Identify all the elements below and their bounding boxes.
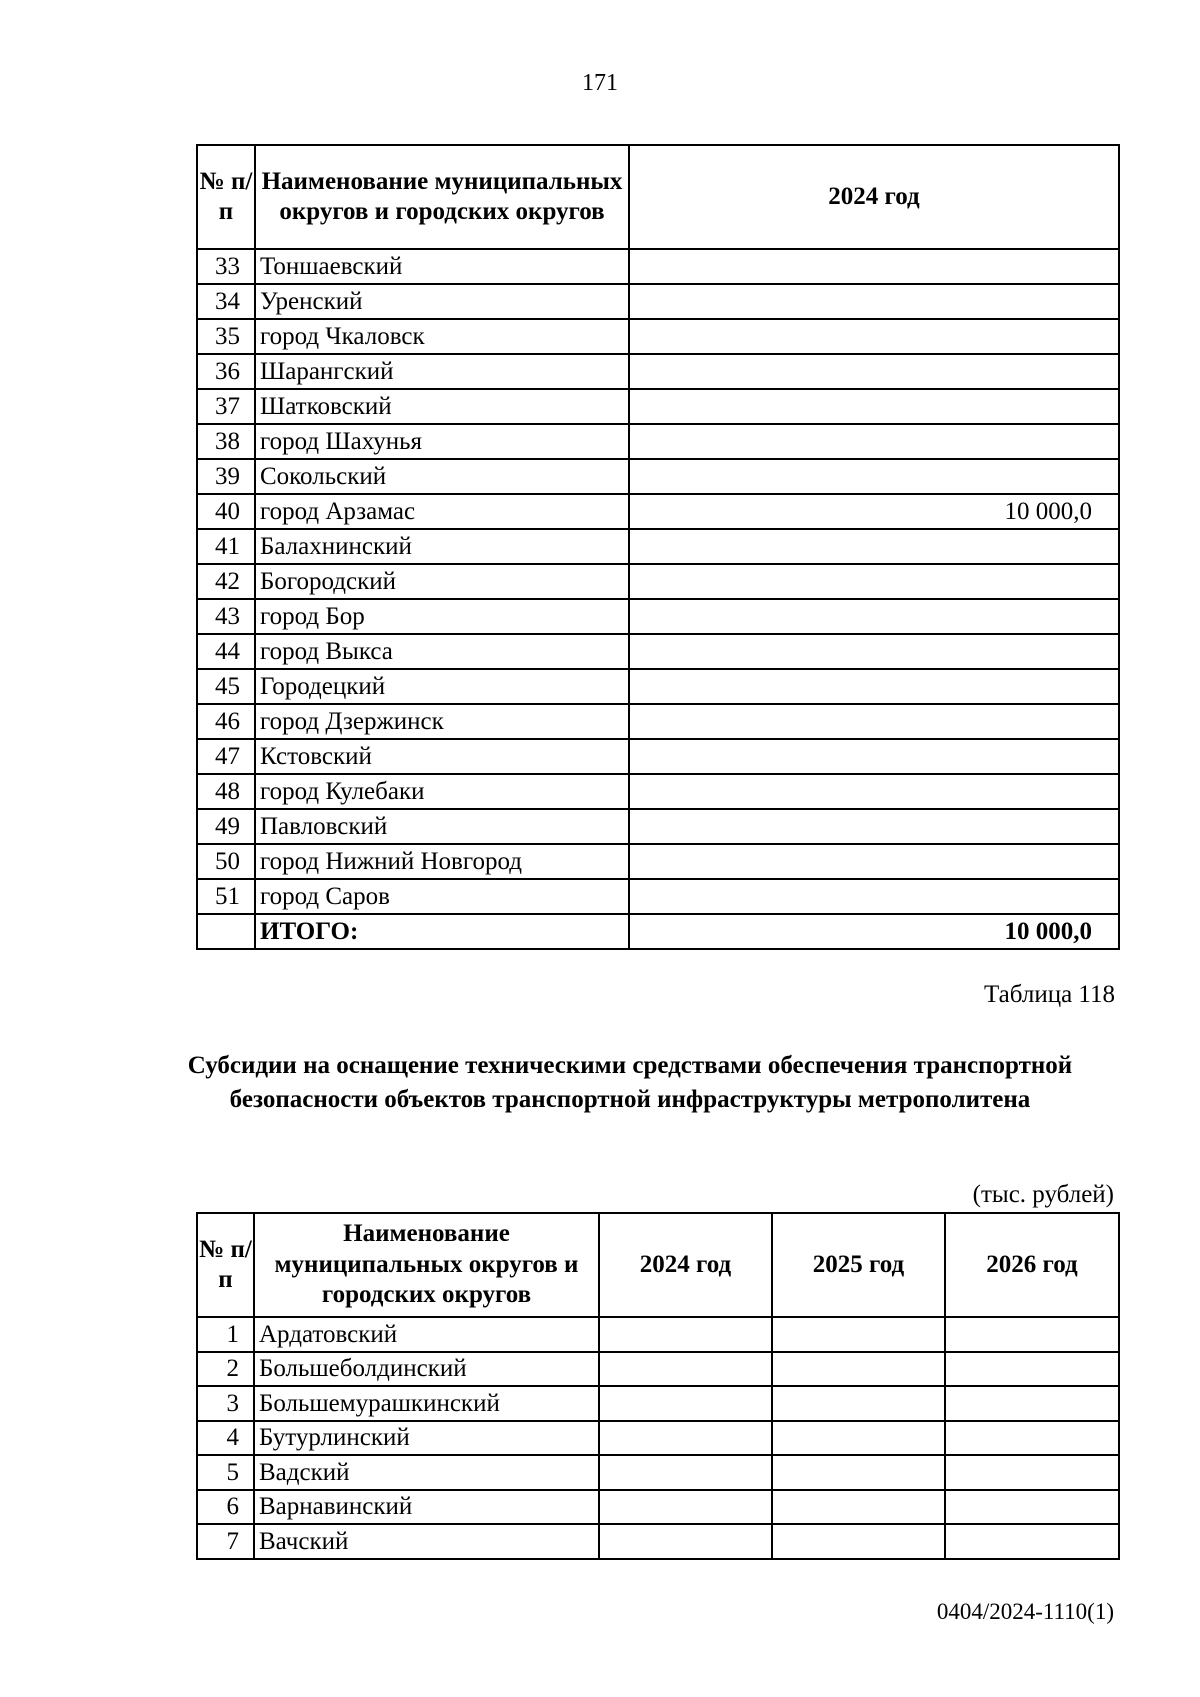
row-number: 45: [197, 669, 255, 704]
value-2024: [629, 319, 1119, 354]
value-2024: [599, 1386, 772, 1421]
municipality-name: город Бор: [255, 599, 629, 634]
table-title: Субсидии на оснащение техническими средствами обеспечения транспортной безопасности объектов транспортной инфраструктуры метрополитена: [187, 1052, 1073, 1113]
value-2026: [945, 1317, 1119, 1352]
header-year-2026: 2026 год: [945, 1213, 1119, 1317]
row-number: 50: [197, 844, 255, 879]
table-row: [197, 739, 1119, 774]
municipality-name: Ардатовский: [254, 1317, 599, 1352]
page-number: 171: [582, 70, 618, 96]
value-2024: [599, 1421, 772, 1456]
table-row: [197, 319, 1119, 354]
value-2024: [629, 389, 1119, 424]
row-number: 42: [197, 564, 255, 599]
table-row: [197, 669, 1119, 704]
municipality-name: город Нижний Новгород: [255, 844, 629, 879]
units-label: (тыс. рублей): [972, 1181, 1114, 1208]
municipality-name: Вачский: [254, 1524, 599, 1559]
municipality-name: Большемурашкинский: [254, 1386, 599, 1421]
value-2024: [629, 284, 1119, 319]
row-number: 7: [197, 1524, 254, 1559]
row-number: 37: [197, 389, 255, 424]
row-number: 44: [197, 634, 255, 669]
row-number: 4: [197, 1421, 254, 1456]
table-row: [197, 564, 1119, 599]
row-number: 6: [197, 1490, 254, 1525]
value-2024: [599, 1490, 772, 1525]
municipality-name: Бутурлинский: [254, 1421, 599, 1456]
table-row: [197, 634, 1119, 669]
municipality-name: город Арзамас: [255, 494, 629, 529]
municipality-name: город Чкаловск: [255, 319, 629, 354]
value-2024: [629, 634, 1119, 669]
total-value-2024: 10 000,0: [629, 914, 1119, 949]
table-row: [197, 459, 1119, 494]
row-number: 43: [197, 599, 255, 634]
table-row: [197, 1524, 1119, 1559]
value-2024: [599, 1352, 772, 1387]
total-number-cell: [197, 914, 255, 949]
municipality-name: город Шахунья: [255, 424, 629, 459]
row-number: 1: [197, 1317, 254, 1352]
table-row: [197, 529, 1119, 564]
municipality-name: Балахнинский: [255, 529, 629, 564]
row-number: 41: [197, 529, 255, 564]
municipality-name: Шарангский: [255, 354, 629, 389]
header-year-2024: 2024 год: [629, 145, 1119, 249]
municipality-name: Варнавинский: [254, 1490, 599, 1525]
table-row: [197, 1490, 1119, 1525]
value-2024: [629, 809, 1119, 844]
municipality-name: город Саров: [255, 879, 629, 914]
total-label: ИТОГО:: [255, 914, 629, 949]
municipality-name: Сокольский: [255, 459, 629, 494]
value-2024: [629, 529, 1119, 564]
row-number: 34: [197, 284, 255, 319]
value-2025: [772, 1421, 945, 1456]
value-2024: [629, 424, 1119, 459]
row-number: 2: [197, 1352, 254, 1387]
municipality-name: Вадский: [254, 1455, 599, 1490]
table-row: [197, 1352, 1119, 1387]
table-row: [197, 1421, 1119, 1456]
table-row: [197, 494, 1119, 529]
value-2024: [629, 599, 1119, 634]
value-2026: [945, 1386, 1119, 1421]
municipality-name: Уренский: [255, 284, 629, 319]
value-2026: [945, 1524, 1119, 1559]
municipality-name: Кстовский: [255, 739, 629, 774]
row-number: 39: [197, 459, 255, 494]
value-2024: [629, 704, 1119, 739]
value-2026: [945, 1421, 1119, 1456]
row-number: 47: [197, 739, 255, 774]
document-code: 0404/2024-1110(1): [936, 1599, 1114, 1624]
value-2024: [629, 669, 1119, 704]
value-2024: [629, 354, 1119, 389]
table-row: [197, 354, 1119, 389]
row-number: 33: [197, 249, 255, 284]
table-row: [197, 284, 1119, 319]
value-2025: [772, 1352, 945, 1387]
table-label: Таблица 118: [984, 981, 1115, 1008]
value-2024: [629, 844, 1119, 879]
table-row: [197, 809, 1119, 844]
row-number: 48: [197, 774, 255, 809]
municipality-name: Тоншаевский: [255, 249, 629, 284]
header-municipality-name: Наименование муниципальных округов и городских округов: [255, 145, 629, 249]
row-number: 3: [197, 1386, 254, 1421]
table-row: [197, 1317, 1119, 1352]
value-2024: [629, 739, 1119, 774]
value-2024: 10 000,0: [629, 494, 1119, 529]
header-number: № п/п: [197, 145, 255, 249]
municipality-name: Павловский: [255, 809, 629, 844]
value-2026: [945, 1490, 1119, 1525]
row-number: 35: [197, 319, 255, 354]
value-2026: [945, 1455, 1119, 1490]
value-2024: [629, 249, 1119, 284]
header-year-2025: 2025 год: [772, 1213, 945, 1317]
value-2025: [772, 1386, 945, 1421]
row-number: 5: [197, 1455, 254, 1490]
table-row: [197, 249, 1119, 284]
row-number: 38: [197, 424, 255, 459]
municipality-name: Богородский: [255, 564, 629, 599]
value-2024: [629, 564, 1119, 599]
table-row: [197, 389, 1119, 424]
total-row: [197, 914, 1119, 949]
table-row: [197, 774, 1119, 809]
table-row: [197, 879, 1119, 914]
header-year-2024: 2024 год: [599, 1213, 772, 1317]
value-2024: [629, 774, 1119, 809]
value-2025: [772, 1524, 945, 1559]
table-header-row: [197, 145, 1119, 249]
value-2024: [629, 459, 1119, 494]
row-number: 46: [197, 704, 255, 739]
value-2024: [629, 879, 1119, 914]
row-number: 36: [197, 354, 255, 389]
row-number: 51: [197, 879, 255, 914]
value-2026: [945, 1352, 1119, 1387]
metro-security-subsidy-table: [196, 1212, 1120, 1560]
value-2025: [772, 1490, 945, 1525]
municipality-name: город Выкса: [255, 634, 629, 669]
value-2024: [599, 1524, 772, 1559]
subsidy-table-continued: [196, 144, 1120, 950]
municipality-name: Большеболдинский: [254, 1352, 599, 1387]
municipality-name: Городецкий: [255, 669, 629, 704]
municipality-name: город Кулебаки: [255, 774, 629, 809]
table-row: [197, 1386, 1119, 1421]
header-number: № п/п: [197, 1213, 254, 1317]
row-number: 49: [197, 809, 255, 844]
table-row: [197, 704, 1119, 739]
header-municipality-name: Наименование муниципальных округов и городских округов: [254, 1213, 599, 1317]
value-2025: [772, 1317, 945, 1352]
table-row: [197, 599, 1119, 634]
municipality-name: город Дзержинск: [255, 704, 629, 739]
value-2024: [599, 1455, 772, 1490]
row-number: 40: [197, 494, 255, 529]
table-row: [197, 1455, 1119, 1490]
value-2024: [599, 1317, 772, 1352]
table-header-row: [197, 1213, 1119, 1317]
table-row: [197, 424, 1119, 459]
municipality-name: Шатковский: [255, 389, 629, 424]
table-row: [197, 844, 1119, 879]
value-2025: [772, 1455, 945, 1490]
